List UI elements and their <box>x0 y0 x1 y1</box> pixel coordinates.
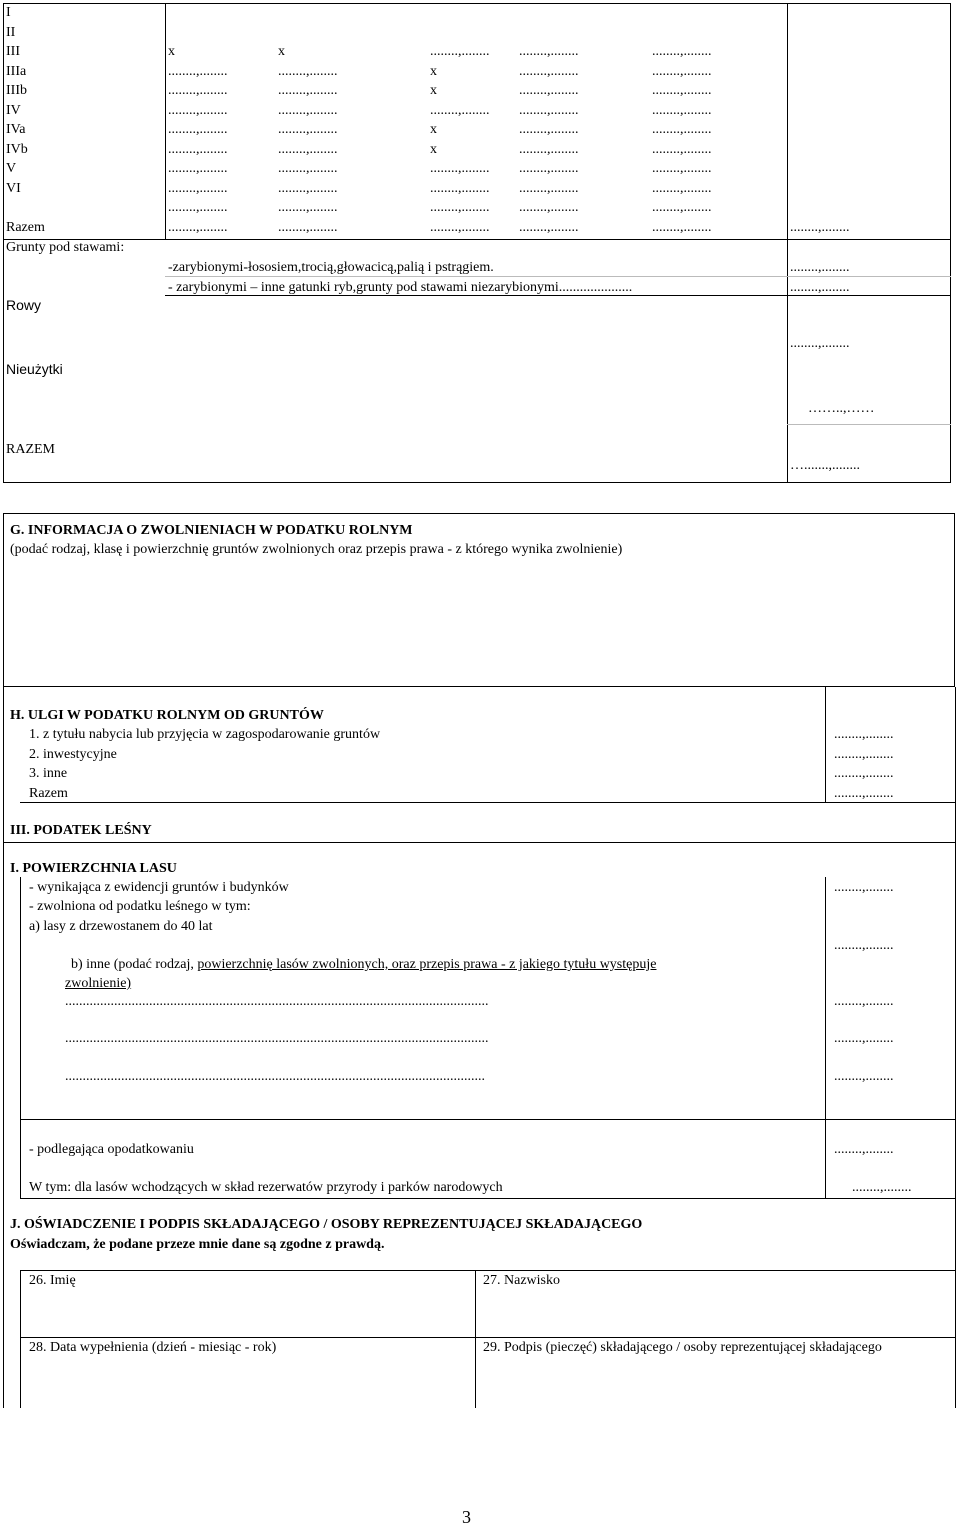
class-row-cell[interactable]: ........,........ <box>519 180 579 196</box>
forest-dots-value-2[interactable]: ........,........ <box>834 1031 894 1046</box>
forest-w-tym-label: W tym: dla lasów wchodzących w skład rezerwatów przyrody i parków narodowych <box>29 1180 503 1195</box>
rowy-label: Rowy <box>6 297 42 313</box>
top-table-row-divider <box>165 276 951 277</box>
class-row-cell[interactable]: ........,........ <box>168 141 228 157</box>
section-g-subtitle: (podać rodzaj, klasę i powierzchnię gruntów zwolnionych oraz przepis prawa - z którego wynika zwolnienie) <box>10 542 623 557</box>
section-iii-left-border <box>3 803 4 1408</box>
rowy-value[interactable]: ........,........ <box>790 336 850 351</box>
class-row-cell[interactable]: ........,........ <box>652 63 712 79</box>
class-row-cell[interactable]: ........,........ <box>278 122 338 137</box>
ulgi-row-value[interactable]: ........,........ <box>834 785 894 801</box>
class-row-cell[interactable]: ........,........ <box>168 63 228 79</box>
nieuzytki-value[interactable]: ……..,…… <box>808 401 875 416</box>
section-h-left-border <box>3 687 4 803</box>
ulgi-row-value[interactable]: ........,........ <box>834 766 894 781</box>
class-row-cell[interactable]: ........,........ <box>652 102 712 118</box>
class-row-cell[interactable]: ........,........ <box>168 219 228 235</box>
class-row-cell[interactable]: ........,........ <box>652 219 712 235</box>
class-row-cell[interactable]: ........,........ <box>519 63 579 79</box>
class-row-cell[interactable]: ........,........ <box>430 200 490 215</box>
section-iii-right-border <box>955 803 956 1408</box>
forest-dots-line-1[interactable]: ......................................................................................................................... <box>65 994 489 1009</box>
class-row-cell[interactable]: ........,........ <box>168 122 228 137</box>
stawy-inne-text: - zarybionymi – inne gatunki ryb,grunty pod stawami niezarybionymi..................... <box>168 280 633 295</box>
class-row-cell[interactable]: x <box>168 44 175 59</box>
class-row-label: IIIb <box>6 83 27 98</box>
top-table-row-divider <box>787 424 951 425</box>
forest-row-lasy-40: a) lasy z drzewostanem do 40 lat <box>29 919 213 934</box>
class-row-cell[interactable]: ........,........ <box>168 200 228 215</box>
class-row-cell[interactable]: ........,........ <box>168 83 228 98</box>
class-row-cell[interactable]: ........,........ <box>790 219 850 235</box>
forest-divider <box>20 1198 956 1199</box>
class-row-cell[interactable]: ........,........ <box>430 44 490 59</box>
forest-dots-value-1[interactable]: ........,........ <box>834 994 894 1009</box>
razem-value[interactable]: ….......,........ <box>790 458 860 473</box>
field-27-nazwisko[interactable]: 27. Nazwisko <box>483 1273 560 1288</box>
section-iii-title: III. PODATEK LEŚNY <box>10 823 152 838</box>
forest-area-title: I. POWIERZCHNIA LASU <box>10 861 177 876</box>
class-row-cell[interactable]: ........,........ <box>652 161 712 176</box>
forest-inner-border <box>825 877 826 1199</box>
class-row-cell[interactable]: ........,........ <box>652 180 712 196</box>
top-table-row-divider <box>3 239 951 240</box>
class-row-cell[interactable]: ........,........ <box>519 83 579 98</box>
class-row-cell[interactable]: ........,........ <box>278 141 338 157</box>
section-h-right-border <box>955 687 956 803</box>
section-h-title: H. ULGI W PODATKU ROLNYM OD GRUNTÓW <box>10 708 324 723</box>
razem-label: RAZEM <box>6 442 55 457</box>
forest-left-border <box>20 877 21 1199</box>
class-row-cell[interactable]: ........,........ <box>430 102 490 118</box>
class-row-cell[interactable]: ........,........ <box>168 180 228 196</box>
forest-dots-line-2[interactable]: ......................................................................................................................... <box>65 1031 489 1046</box>
forest-divider <box>20 1119 956 1120</box>
ulgi-row-value[interactable]: ........,........ <box>834 727 894 742</box>
grunty-label: Grunty pod stawami: <box>6 240 125 255</box>
class-row-cell[interactable]: x <box>430 141 437 157</box>
class-row-cell[interactable]: ........,........ <box>519 161 579 176</box>
class-row-label: IVb <box>6 141 28 157</box>
ulgi-row-label: 1. z tytułu nabycia lub przyjęcia w zagospodarowanie gruntów <box>29 727 381 742</box>
ulgi-row-label: 2. inwestycyjne <box>29 746 117 762</box>
top-table-col-divider <box>165 3 166 239</box>
stawy-inne-value[interactable]: ........,........ <box>790 280 850 295</box>
class-row-cell[interactable]: ........,........ <box>168 102 228 118</box>
class-row-cell[interactable]: ........,........ <box>278 83 338 98</box>
class-row-cell[interactable]: ........,........ <box>652 122 712 137</box>
class-row-label: IIIa <box>6 63 27 79</box>
class-row-cell[interactable]: ........,........ <box>519 200 579 215</box>
ulgi-row-label: 3. inne <box>29 766 68 781</box>
section-h-inner-border <box>825 687 826 803</box>
class-row-label: V <box>6 161 17 176</box>
forest-row-inne <box>71 956 656 973</box>
ulgi-row-value[interactable]: ........,........ <box>834 746 894 762</box>
class-row-cell[interactable]: ........,........ <box>168 161 228 176</box>
class-row-cell[interactable]: x <box>430 63 437 79</box>
class-row-label: I <box>6 5 11 20</box>
class-row-cell[interactable]: ........,........ <box>519 44 579 59</box>
forest-w-tym-value[interactable]: ........,........ <box>852 1180 912 1195</box>
class-row-cell[interactable]: ........,........ <box>519 102 579 118</box>
class-row-cell[interactable]: ........,........ <box>652 83 712 98</box>
field-29-podpis[interactable]: 29. Podpis (pieczęć) składającego / osoby reprezentującej składającego <box>483 1340 882 1355</box>
section-h-divider <box>20 802 956 803</box>
class-row-label: II <box>6 24 16 40</box>
forest-podlegajaca-label: - podlegająca opodatkowaniu <box>29 1142 194 1157</box>
nieuzytki-label: Nieużytki <box>6 361 63 377</box>
top-table-col-divider <box>787 3 788 483</box>
ulgi-row-label: Razem <box>29 785 68 801</box>
section-j-title: J. OŚWIADCZENIE I PODPIS SKŁADAJĄCEGO / OSOBY REPREZENTUJĄCEJ SKŁADAJĄCEGO <box>10 1217 643 1232</box>
section-g-box <box>3 513 955 687</box>
signature-mid-divider <box>20 1337 956 1338</box>
class-row-label: IV <box>6 102 21 118</box>
class-row-cell[interactable]: ........,........ <box>652 200 712 215</box>
class-row-cell[interactable]: ........,........ <box>278 102 338 118</box>
section-j-statement: Oświadczam, że podane przeze mnie dane są zgodne z prawdą. <box>10 1237 385 1252</box>
forest-row-ewidencja: - wynikająca z ewidencji gruntów i budynków <box>29 880 289 895</box>
class-row-cell[interactable]: ........,........ <box>430 180 490 196</box>
forest-value-lasy-40[interactable]: ........,........ <box>834 938 894 953</box>
class-row-cell[interactable]: ........,........ <box>519 122 579 137</box>
class-row-cell[interactable]: ........,........ <box>430 219 490 235</box>
class-row-cell[interactable]: ........,........ <box>278 63 338 79</box>
class-row-cell[interactable]: ........,........ <box>652 44 712 59</box>
class-row-cell[interactable]: ........,........ <box>519 219 579 235</box>
class-row-cell[interactable]: x <box>430 83 437 98</box>
class-row-cell[interactable]: ........,........ <box>430 161 490 176</box>
forest-row-zwolniona: - zwolniona od podatku leśnego w tym: <box>29 899 251 914</box>
class-row-cell[interactable]: x <box>430 122 437 137</box>
class-row-cell[interactable]: ........,........ <box>519 141 579 157</box>
forest-dots-line-3[interactable]: ........................................................................................................................ <box>65 1069 485 1084</box>
section-iii-divider <box>3 842 955 843</box>
forest-value-ewidencja[interactable]: ........,........ <box>834 880 894 895</box>
class-row-label: VI <box>6 180 21 196</box>
class-row-cell[interactable]: x <box>278 44 285 59</box>
field-26-imie[interactable]: 26. Imię <box>29 1273 76 1288</box>
stawy-zarybione-text: -zarybionymi-łososiem,trocią,głowacicą,palią i pstrągiem. <box>168 260 494 275</box>
forest-row-inne-b: powierzchnię lasów zwolnionych, oraz przepis prawa - z jakiego tytułu występuje <box>197 957 657 972</box>
class-row-cell[interactable]: ........,........ <box>278 180 338 196</box>
forest-row-inne-a: b) inne (podać rodzaj, <box>71 957 198 972</box>
signature-top-border <box>20 1270 956 1271</box>
page-number: 3 <box>462 1507 471 1527</box>
forest-dots-value-3[interactable]: ........,........ <box>834 1069 894 1084</box>
field-28-data[interactable]: 28. Data wypełnienia (dzień - miesiąc - rok) <box>29 1340 277 1355</box>
signature-mid-border <box>475 1270 476 1408</box>
class-row-label: Razem <box>6 219 45 235</box>
class-row-label: III <box>6 44 20 59</box>
forest-row-inne-zwolnienie: zwolnienie) <box>65 976 132 991</box>
class-row-cell[interactable]: ........,........ <box>278 200 338 215</box>
forest-podlegajaca-value[interactable]: ........,........ <box>834 1142 894 1157</box>
class-row-cell[interactable]: ........,........ <box>278 161 338 176</box>
class-row-label: IVa <box>6 122 26 137</box>
class-row-cell[interactable]: ........,........ <box>652 141 712 157</box>
class-row-cell[interactable]: ........,........ <box>278 219 338 235</box>
stawy-zarybione-value[interactable]: ........,........ <box>790 260 850 275</box>
signature-left-border <box>20 1270 21 1408</box>
section-g-title: G. INFORMACJA O ZWOLNIENIACH W PODATKU ROLNYM <box>10 523 413 538</box>
